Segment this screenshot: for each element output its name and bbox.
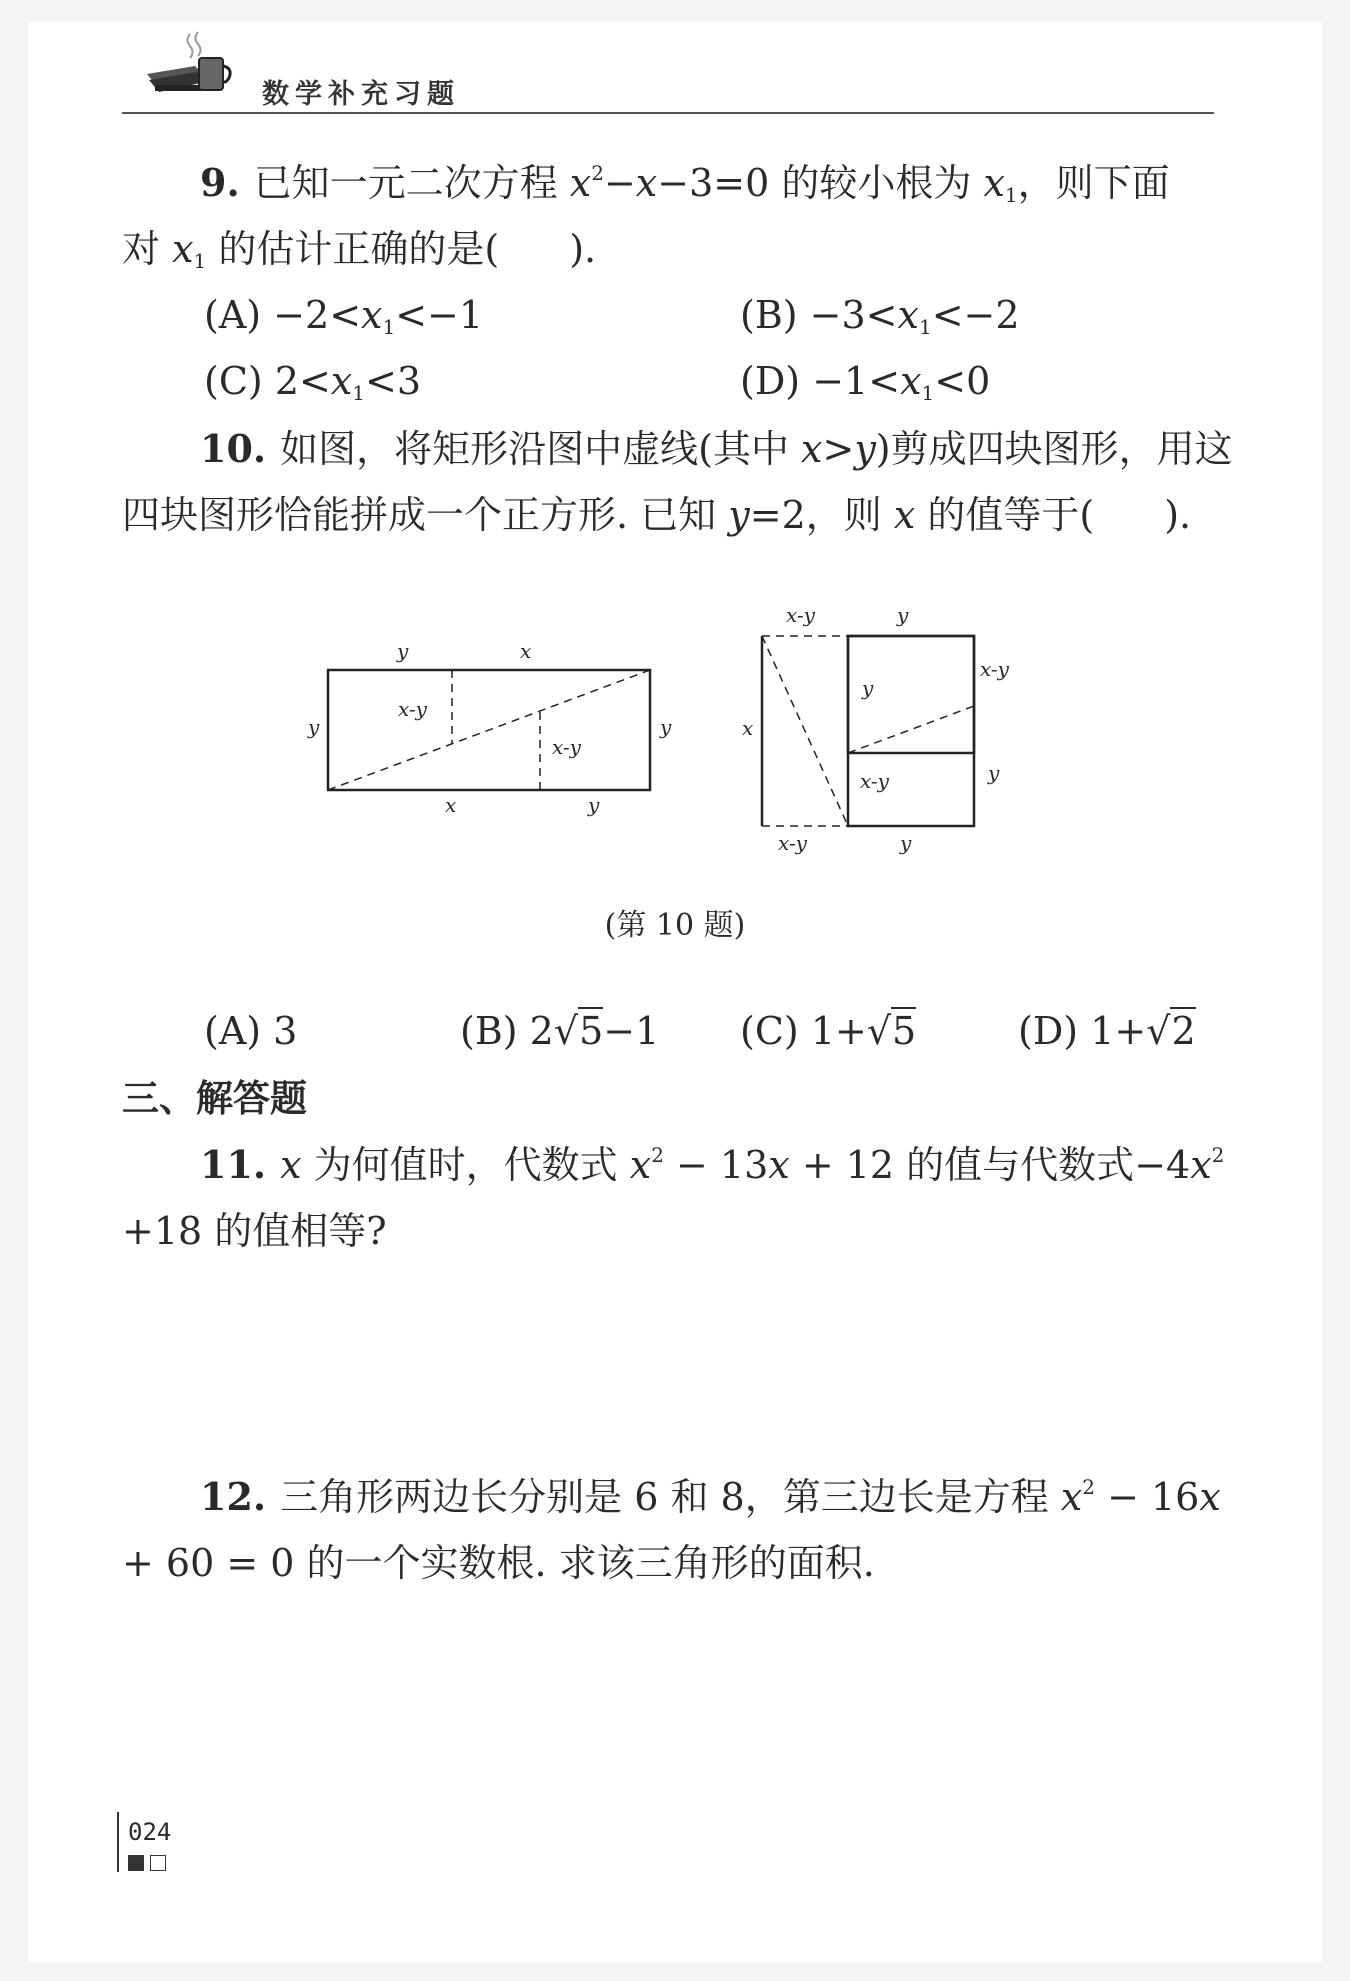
- fig-label: y: [397, 639, 409, 663]
- q12-line2: + 60 = 0 的一个实数根. 求该三角形的面积.: [122, 1541, 875, 1585]
- page-number: 024: [128, 1818, 172, 1846]
- page-number-bar: [117, 1812, 119, 1872]
- q11-line1: 11. x 为何值时，代数式 $x^2 - 13x + 12$ 的值与代数式$-4x^2$: [200, 1142, 1225, 1187]
- q10-number: 10.: [200, 426, 267, 471]
- fig-label: y: [588, 793, 600, 817]
- q9-option-a-label: (A): [204, 293, 262, 337]
- fig-label: x: [742, 716, 754, 740]
- filled-square-icon: [128, 1855, 144, 1871]
- fig-label: x-y: [860, 769, 889, 793]
- q9-text6: ).: [569, 227, 597, 271]
- q10-text1: 如图，将矩形沿图中虚线(其中: [280, 427, 789, 471]
- q10-figure: [300, 600, 1060, 870]
- q10-option-b-label: (B): [460, 1009, 518, 1053]
- q9-option-d: $(D) -1<x_1<0$: [740, 359, 991, 405]
- q9-text4: 对: [122, 227, 161, 271]
- q9-text2: 的较小根为: [781, 161, 972, 205]
- header-rule: [122, 112, 1214, 114]
- q10-option-b: (B) 2√5−1: [460, 1009, 660, 1053]
- q10-text3: 四块图形恰能拼成一个正方形. 已知: [122, 493, 717, 537]
- q9-text1: 已知一元二次方程: [253, 161, 558, 205]
- q9-option-b: $(B) -3<x_1<-2$: [740, 293, 1020, 339]
- fig-label: x-y: [786, 603, 815, 627]
- books-and-cup-icon: [145, 30, 235, 102]
- q10-text5: 的值等于(: [927, 493, 1095, 537]
- section-3-title: 三、解答题: [122, 1077, 307, 1120]
- q9-option-b-label: (B): [740, 293, 798, 337]
- q9-line2: 对 $x_1$ 的估计正确的是( ).: [122, 227, 597, 273]
- fig-label: x-y: [980, 657, 1009, 681]
- q11-text2: 的值与代数式: [906, 1143, 1135, 1187]
- q11-text1: 为何值时，代数式: [313, 1143, 618, 1187]
- q10-line2: 四块图形恰能拼成一个正方形. 已知 y=2，则 x 的值等于( ).: [122, 493, 1192, 537]
- square-inner-rect: [848, 636, 974, 826]
- diagonal-cut-line: [328, 670, 650, 790]
- fig-label: x-y: [778, 831, 807, 855]
- q10-text4: ，则: [805, 493, 882, 537]
- header-title: 数学补充习题: [262, 79, 460, 110]
- fig-label: x: [520, 639, 532, 663]
- figure-caption: (第 10 题): [604, 908, 746, 943]
- q12-line1: 12. 三角形两边长分别是 6 和 8，第三边长是方程 $x^2 - 16x$: [200, 1474, 1221, 1519]
- square-left-diagonal: [762, 636, 848, 826]
- q10-line1: 10. 如图，将矩形沿图中虚线(其中 x>y)剪成四块图形，用这: [200, 426, 1233, 471]
- q11-text3: 的值相等?: [214, 1209, 387, 1253]
- q10-text2: )剪成四块图形，用这: [875, 427, 1233, 471]
- q9-option-a: $(A) -2<x_1<-1$: [204, 293, 484, 339]
- q11-line2: +18 的值相等?: [122, 1209, 387, 1253]
- q12-text1: 三角形两边长分别是 6 和 8，第三边长是方程: [280, 1475, 1049, 1519]
- q10-text6: ).: [1164, 493, 1192, 537]
- q10-option-c-label: (C): [740, 1009, 799, 1053]
- q10-option-c: (C) 1+√5: [740, 1009, 917, 1053]
- q10-option-d-label: (D): [1018, 1009, 1079, 1053]
- fig-label: x: [445, 793, 457, 817]
- q12-number: 12.: [200, 1474, 267, 1519]
- q11-number: 11.: [200, 1142, 267, 1187]
- q9-option-c: (C) $2<x_1<3$: [204, 359, 422, 405]
- square-inner-diagonal: [848, 706, 974, 753]
- q10-option-a: (A) 3: [204, 1009, 298, 1053]
- empty-square-icon: [150, 1855, 166, 1871]
- fig-label: x-y: [552, 735, 581, 759]
- q9-number: 9.: [200, 160, 240, 205]
- fig-label: y: [660, 715, 672, 739]
- fig-label: y: [897, 603, 909, 627]
- fig-label: x-y: [398, 697, 427, 721]
- q12-text2: 的一个实数根. 求该三角形的面积.: [306, 1541, 875, 1585]
- q9-text5: 的估计正确的是(: [218, 227, 500, 271]
- fig-label: y: [308, 715, 320, 739]
- fig-label: y: [862, 676, 874, 700]
- q9-option-c-label: (C): [204, 359, 263, 403]
- q9-line1: 9. 已知一元二次方程 $x^2-x-3=0$ 的较小根为 $x_1$，则下面: [200, 160, 1170, 207]
- q9-option-d-label: (D): [740, 359, 801, 403]
- fig-label: y: [900, 831, 912, 855]
- fig-label: y: [988, 761, 1000, 785]
- q10-option-d: (D) 1+√2: [1018, 1009, 1196, 1053]
- q9-text3: ，则下面: [1017, 161, 1170, 205]
